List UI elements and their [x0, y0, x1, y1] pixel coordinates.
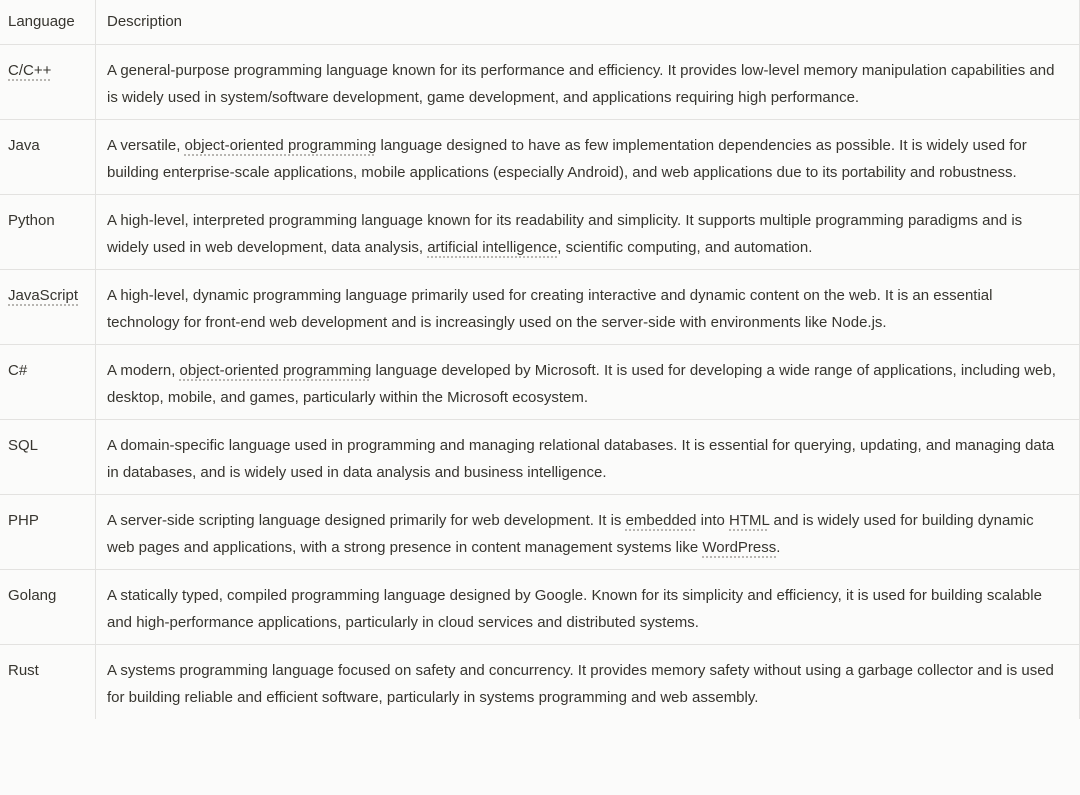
column-header-language: Language [0, 0, 96, 44]
text-segment: language developed by Microsoft. It is used for developing a wide range of applications, including web, desktop, mobile, and games, particularly within the Microsoft ecosystem. [107, 362, 1056, 406]
language-cell [0, 345, 96, 419]
table-row [0, 645, 1079, 719]
description-cell [96, 195, 1079, 269]
table-row [0, 345, 1079, 420]
text-segment: A general-purpose programming language known for its performance and efficiency. It provides low-level memory manipulation capabilities and is widely used in system/software development, game development, and applications requiring high performance. [107, 62, 1055, 106]
text-segment: A systems programming language focused on safety and concurrency. It provides memory safety without using a garbage collector and is used for building reliable and efficient software, particularly in systems programming and web assembly. [107, 662, 1054, 706]
text-segment: A versatile, [107, 137, 185, 154]
language-cell [0, 270, 96, 344]
description-cell [96, 420, 1079, 494]
table-header-row [0, 0, 1079, 45]
dotted-underline-term[interactable]: object-oriented programming [184, 137, 377, 154]
description-cell [96, 45, 1079, 119]
description-cell [96, 495, 1079, 569]
table-row [0, 270, 1079, 345]
dotted-underline-term[interactable]: JavaScript [8, 287, 79, 304]
dotted-underline-term[interactable]: artificial intelligence [427, 239, 558, 256]
text-segment: SQL [8, 437, 39, 454]
table-row [0, 495, 1079, 570]
table-row [0, 570, 1079, 645]
text-segment: A modern, [107, 362, 180, 379]
description-cell [96, 645, 1079, 719]
table-row [0, 120, 1079, 195]
text-segment: Rust [8, 662, 39, 679]
description-cell [96, 570, 1079, 644]
text-segment: PHP [8, 512, 39, 529]
text-segment: A statically typed, compiled programming language designed by Google. Known for its simplicity and efficiency, it is used for building scalable and high-performance applications, particularly in cloud services and distributed systems. [107, 587, 1042, 631]
text-segment: A high-level, dynamic programming language primarily used for creating interactive and dynamic content on the web. It is an essential technology for front-end web development and is increasingly used on the server-side with environments like Node.js. [107, 287, 993, 331]
text-segment: and is widely used for building dynamic web pages and applications, with a strong presence in content management systems like [107, 512, 1034, 556]
dotted-underline-term[interactable]: embedded [625, 512, 697, 529]
text-segment: Java [8, 137, 40, 154]
language-cell [0, 45, 96, 119]
language-cell [0, 495, 96, 569]
language-cell [0, 195, 96, 269]
text-segment: A domain-specific language used in programming and managing relational databases. It is essential for querying, updating, and managing data in databases, and is widely used in data analysis and business intelligence. [107, 437, 1055, 481]
text-segment: into [696, 512, 730, 529]
dotted-underline-term[interactable]: HTML [729, 512, 770, 529]
table-row [0, 45, 1079, 120]
dotted-underline-term[interactable]: object-oriented programming [179, 362, 372, 379]
description-cell [96, 345, 1079, 419]
column-header-description: Description [107, 13, 183, 30]
table-row [0, 420, 1079, 495]
language-cell [0, 420, 96, 494]
language-cell [0, 645, 96, 719]
text-segment: language designed to have as few implementation dependencies as possible. It is widely used for building enterprise-scale applications, mobile applications (especially Android), and web applications due to its portability and robustness. [107, 137, 1027, 181]
language-cell [0, 570, 96, 644]
description-cell [96, 120, 1079, 194]
table-body [0, 45, 1079, 719]
description-cell [96, 270, 1079, 344]
text-segment: Python [8, 212, 55, 229]
language-cell [0, 120, 96, 194]
text-segment: C# [8, 362, 28, 379]
text-segment: Golang [8, 587, 57, 604]
table-row [0, 195, 1079, 270]
text-segment: A high-level, interpreted programming language known for its readability and simplicity. It supports multiple programming paradigms and is widely used in web development, data analysis, [107, 212, 1023, 256]
text-segment: . [776, 539, 781, 556]
dotted-underline-term[interactable]: WordPress [702, 539, 777, 556]
text-segment: , scientific computing, and automation. [557, 239, 813, 256]
dotted-underline-term[interactable]: C/C++ [8, 62, 52, 79]
text-segment: A server-side scripting language designed primarily for web development. It is [107, 512, 626, 529]
